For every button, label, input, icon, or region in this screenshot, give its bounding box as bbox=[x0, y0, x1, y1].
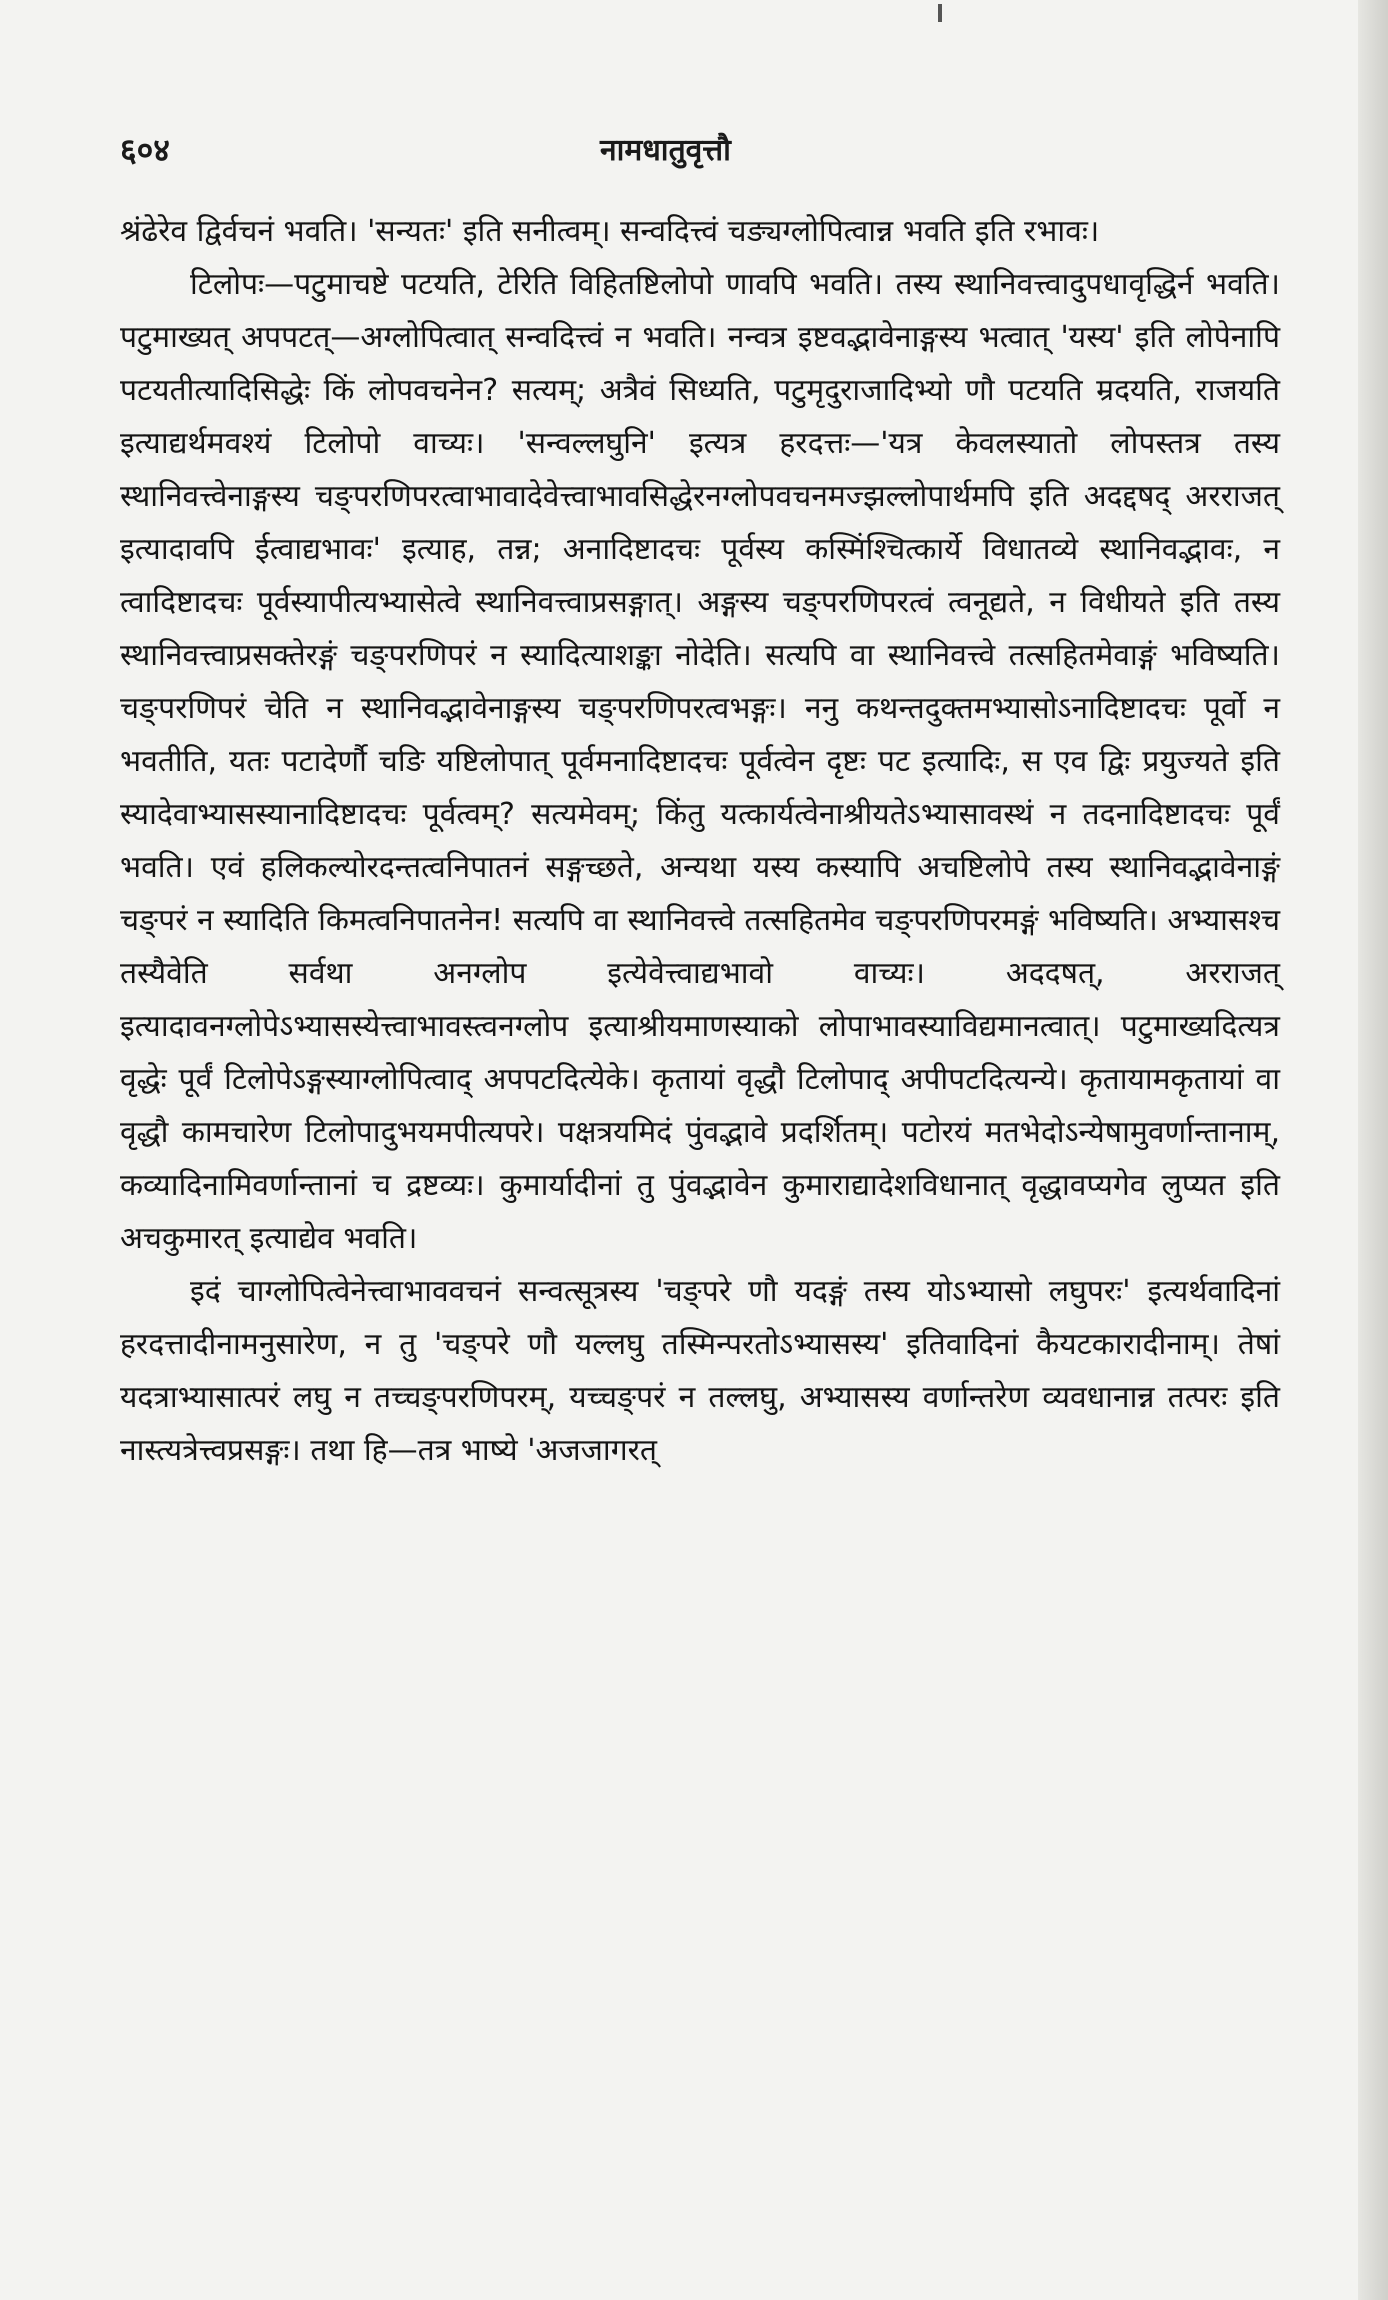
top-margin-mark bbox=[938, 4, 942, 22]
body-text bbox=[120, 205, 1280, 1477]
paragraph: टिलोपः—पटुमाचष्टे पटयति, टेरिति विहितष्टिलोपो णावपि भवति। तस्य स्थानिवत्त्वादुपधावृद्धिर्न भवति। पटुमाख्यत् अपपटत्—अग्लोपित्वात् सन्वदित्त्वं न भवति। नन्वत्र इष्टवद्भावेनाङ्गस्य भत्वात् 'यस्य' इति लोपेनापि पटयतीत्यादिसिद्धेः किं लोपवचनेन? सत्यम्; अत्रैवं सिध्यति, पटुमृदुराजादिभ्यो णौ पटयति म्रदयति, राजयति इत्याद्यर्थमवश्यं टिलोपो वाच्यः। 'सन्वल्लघुनि' इत्यत्र हरदत्तः—'यत्र केवलस्यातो लोपस्तत्र तस्य स्थानिवत्त्वेनाङ्गस्य चङ्परणिपरत्वाभावादेवेत्त्वाभावसिद्धेरनग्लोपवचनमज्झल्लोपार्थमपि इति अदद्दषद् अरराजत् इत्यादावपि ईत्वाद्यभावः' इत्याह, तन्न; अनादिष्टादचः पूर्वस्य कस्मिंश्चित्कार्ये विधातव्ये स्थानिवद्भावः, न त्वादिष्टादचः पूर्वस्यापीत्यभ्यासेत्वे स्थानिवत्त्वाप्रसङ्गात्। अङ्गस्य चङ्परणिपरत्वं त्वनूद्यते, न विधीयते इति तस्य स्थानिवत्त्वाप्रसक्तेरङ्गं चङ्परणिपरं न स्यादित्याशङ्का नोदेति। सत्यपि वा स्थानिवत्त्वे तत्सहितमेवाङ्गं भविष्यति। चङ्परणिपरं चेति न स्थानिवद्भावेनाङ्गस्य चङ्परणिपरत्वभङ्गः। ननु कथन्तदुक्तमभ्यासोऽनादिष्टादचः पूर्वो न भवतीति, यतः पटादेर्णौ चङि यष्टिलोपात् पूर्वमनादिष्टादचः पूर्वत्वेन दृष्टः पट इत्यादिः, स एव द्विः प्रयुज्यते इति स्यादेवाभ्यासस्यानादिष्टादचः पूर्वत्वम्? सत्यमेवम्; किंतु यत्कार्यत्वेनाश्रीयतेऽभ्यासावस्थं न तदनादिष्टादचः पूर्वं भवति। एवं हलिकल्योरदन्तत्वनिपातनं सङ्गच्छते, अन्यथा यस्य कस्यापि अचष्टिलोपे तस्य स्थानिवद्भावेनाङ्गं चङ्परं न स्यादिति किमत्वनिपातनेन! सत्यपि वा स्थानिवत्त्वे तत्सहितमेव चङ्परणिपरमङ्गं भविष्यति। अभ्यासश्च तस्यैवेति सर्वथा अनग्लोप इत्येवेत्त्वाद्यभावो वाच्यः। अददषत्, अरराजत् इत्यादावनग्लोपेऽभ्यासस्येत्त्वाभावस्त्वनग्लोप इत्याश्रीयमाणस्याको लोपाभावस्याविद्यमानत्वात्। पटुमाख्यदित्यत्र वृद्धेः पूर्वं टिलोपेऽङ्गस्याग्लोपित्वाद् अपपटदित्येके। कृतायां वृद्धौ टिलोपाद् अपीपटदित्यन्ये। कृतायामकृतायां वा वृद्धौ कामचारेण टिलोपादुभयमपीत्यपरे। पक्षत्रयमिदं पुंवद्भावे प्रदर्शितम्। पटोरयं मतभेदोऽन्येषामुवर्णान्तानाम्, कव्यादिनामिवर्णान्तानां च द्रष्टव्यः। कुमार्यादीनां तु पुंवद्भावेन कुमाराद्यादेशविधानात् वृद्धावप्यगेव लुप्यत इति अचकुमारत् इत्याद्येव भवति। bbox=[120, 267, 1280, 1256]
page-edge-shadow bbox=[1358, 0, 1388, 2300]
paragraph: श्रंढेरेव द्विर्वचनं भवति। 'सन्यतः' इति सनीत्वम्। सन्वदित्त्वं चङ्यग्लोपित्वान्न भवति इति रभावः। bbox=[120, 214, 1100, 249]
running-head: नामधातुवृत्तौ bbox=[600, 133, 731, 168]
paragraph: इदं चाग्लोपित्वेनेत्त्वाभाववचनं सन्वत्सूत्रस्य 'चङ्परे णौ यदङ्गं तस्य योऽभ्यासो लघुपरः' इत्यर्थवादिनां हरदत्तादीनामनुसारेण, न तु 'चङ्परे णौ यल्लघु तस्मिन्परतोऽभ्यासस्य' इतिवादिनां कैयटकारादीनाम्। तेषां यदत्राभ्यासात्परं लघु न तच्चङ्परणिपरम्, यच्चङ्परं न तल्लघु, अभ्यासस्य वर्णान्तरेण व्यवधानान्न तत्परः इति नास्त्यत्रेत्त्वप्रसङ्गः। तथा हि—तत्र भाष्ये 'अजजागरत् bbox=[120, 1274, 1280, 1468]
page-number: ६०४ bbox=[120, 131, 170, 169]
page-header bbox=[120, 128, 1270, 174]
